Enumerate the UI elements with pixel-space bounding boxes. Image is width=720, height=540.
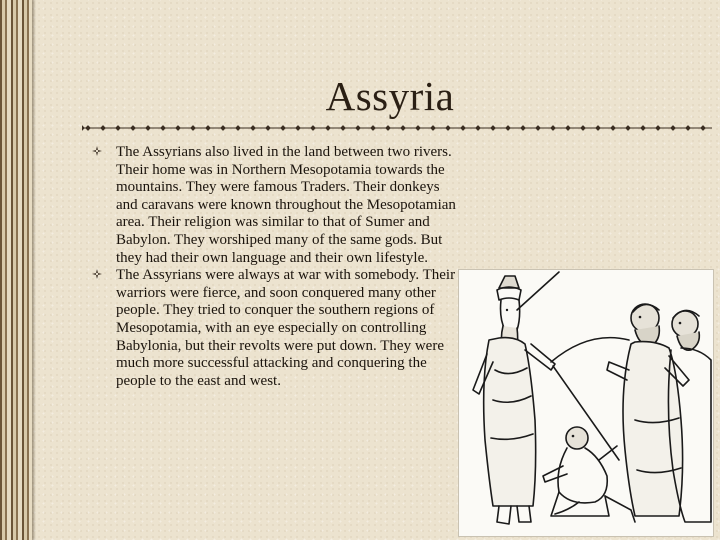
rule-ornament bbox=[145, 125, 151, 131]
rule-ornament bbox=[415, 125, 421, 131]
rule-ornament bbox=[100, 125, 106, 131]
bullet-item bbox=[92, 144, 464, 267]
bullet-text: The Assyrians were always at war with somebody. Their warriors were fierce, and soon conquered many other people. They tried to conquer the southern regions of Mesopotamia, with an eye especially on controlling Babylonia, but their revolts were put down. They were much more successful attacking and conquering the people to the east and west. bbox=[116, 267, 456, 389]
rule-ornament bbox=[190, 125, 196, 131]
rule-ornament bbox=[490, 125, 496, 131]
rule-ornament bbox=[385, 125, 391, 131]
assyrian-relief-image bbox=[458, 269, 714, 537]
assyrian-relief-drawing-icon bbox=[459, 270, 713, 536]
slide-title: Assyria bbox=[325, 73, 455, 119]
rule-ornament bbox=[625, 125, 631, 131]
rule-ornament bbox=[220, 125, 226, 131]
rule-ornament bbox=[520, 125, 526, 131]
bullet-text: The Assyrians also lived in the land between two rivers. Their home was in Northern Mesopotamia towards the mountains. They were famous Traders. Their donkeys and caravans were known throughout the Mesopotamian area. Their religion was similar to that of Sumer and Babylon. They worshiped many of the same gods. But they had their own language and their own lifestyle. bbox=[116, 144, 456, 266]
decorative-divider-rule bbox=[82, 124, 712, 132]
rule-ornament bbox=[610, 125, 616, 131]
rule-ornament bbox=[205, 125, 211, 131]
rule-ornament bbox=[115, 125, 121, 131]
rule-ornament bbox=[175, 125, 181, 131]
rule-ornament bbox=[280, 125, 286, 131]
ornament-bullet-icon bbox=[92, 146, 102, 156]
rule-ornament bbox=[535, 125, 541, 131]
rule-ornament bbox=[160, 125, 166, 131]
rule-ornament bbox=[265, 125, 271, 131]
rule-ornament bbox=[505, 125, 511, 131]
rule-ornament bbox=[235, 125, 241, 131]
rule-ornament bbox=[550, 125, 556, 131]
rule-ornament bbox=[580, 125, 586, 131]
rule-ornament bbox=[655, 125, 661, 131]
bullet-list bbox=[92, 144, 464, 390]
rule-ornament bbox=[250, 125, 256, 131]
rule-ornament bbox=[670, 125, 676, 131]
rule-ornament bbox=[565, 125, 571, 131]
rule-ornament bbox=[475, 125, 481, 131]
rule-ornament bbox=[295, 125, 301, 131]
rule-ornament bbox=[370, 125, 376, 131]
rule-ornament bbox=[355, 125, 361, 131]
rule-ornament bbox=[700, 125, 706, 131]
rule-ornament bbox=[325, 125, 331, 131]
rule-ornament bbox=[640, 125, 646, 131]
rule-ornament bbox=[400, 125, 406, 131]
rule-ornament bbox=[310, 125, 316, 131]
rule-ornament bbox=[430, 125, 436, 131]
rule-ornament bbox=[595, 125, 601, 131]
rule-ornament bbox=[340, 125, 346, 131]
rule-ornament bbox=[685, 125, 691, 131]
rule-ornament bbox=[130, 125, 136, 131]
bullet-item bbox=[92, 267, 464, 390]
rule-ornament bbox=[85, 125, 91, 131]
rule-ornament bbox=[460, 125, 466, 131]
rule-ornament bbox=[445, 125, 451, 131]
ornament-bullet-icon bbox=[92, 269, 102, 279]
decorative-border-strip bbox=[0, 0, 32, 540]
